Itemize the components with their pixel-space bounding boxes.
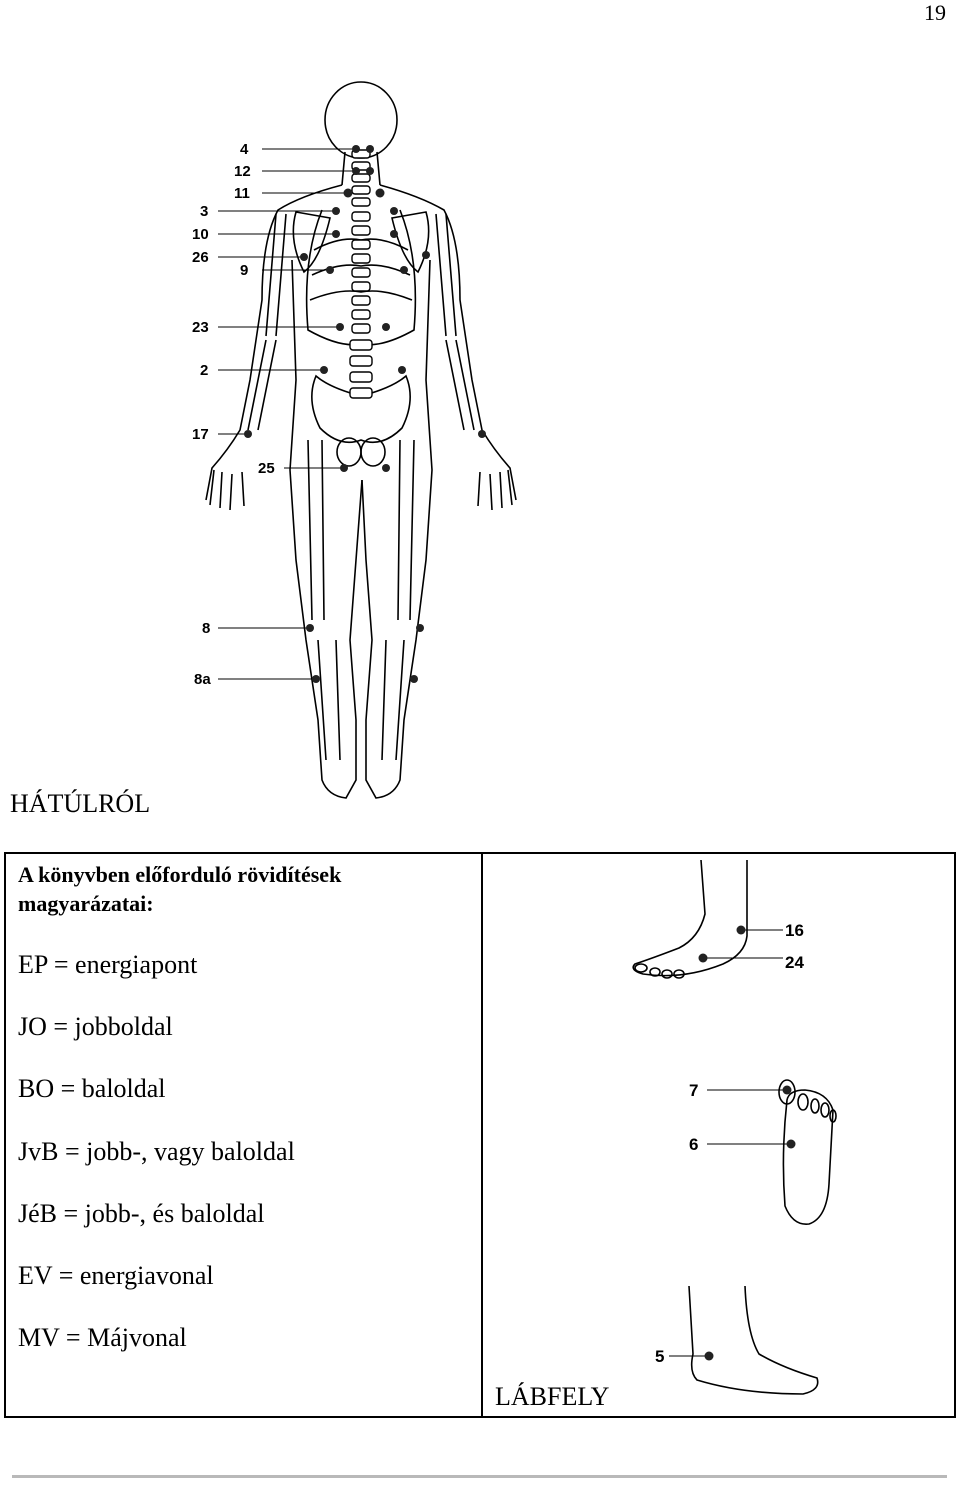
- foot-label: LÁBFELY: [495, 1382, 610, 1411]
- foot-cell: [483, 854, 954, 1416]
- abbreviations-heading: [18, 860, 341, 918]
- heading-line: magyarázatai:: [18, 891, 154, 916]
- page-number: 19: [924, 0, 946, 25]
- point-label: 2: [200, 362, 209, 379]
- point-label: 12: [234, 163, 251, 180]
- point-label: 8: [202, 620, 211, 637]
- skeleton-back-view-illustration: [180, 70, 560, 800]
- figure-label: HÁTÚLRÓL: [10, 789, 151, 818]
- point-label: 17: [192, 426, 209, 443]
- abbreviation-item: JvB = jobb-, vagy baloldal: [18, 1137, 295, 1166]
- abbreviation-item: MV = Májvonal: [18, 1323, 187, 1352]
- point-label: 4: [240, 141, 249, 158]
- abbreviation-item: EP = energiapont: [18, 950, 198, 979]
- footer-rule: [12, 1475, 947, 1478]
- point-label: 7: [689, 1081, 699, 1100]
- point-label: 5: [655, 1347, 665, 1366]
- point-label: 16: [785, 921, 804, 940]
- abbreviations-cell: [6, 854, 481, 1416]
- point-label: 9: [240, 262, 249, 279]
- heading-line: A könyvben előforduló rövidítések: [18, 862, 342, 887]
- point-label: 24: [785, 953, 804, 972]
- point-label: 23: [192, 319, 209, 336]
- point-label: 3: [200, 203, 209, 220]
- point-label: 10: [192, 226, 209, 243]
- abbreviation-item: JO = jobboldal: [18, 1012, 173, 1041]
- point-label: 6: [689, 1135, 699, 1154]
- abbreviation-item: JéB = jobb-, és baloldal: [18, 1199, 265, 1228]
- abbreviation-item: EV = energiavonal: [18, 1261, 214, 1290]
- point-label: 11: [234, 185, 250, 202]
- point-label: 8a: [194, 671, 211, 688]
- point-label: 26: [192, 249, 209, 266]
- abbreviation-item: BO = baloldal: [18, 1074, 166, 1103]
- legend-table: [4, 852, 956, 1418]
- point-label: 25: [258, 460, 275, 477]
- foot-illustration: [483, 854, 954, 1416]
